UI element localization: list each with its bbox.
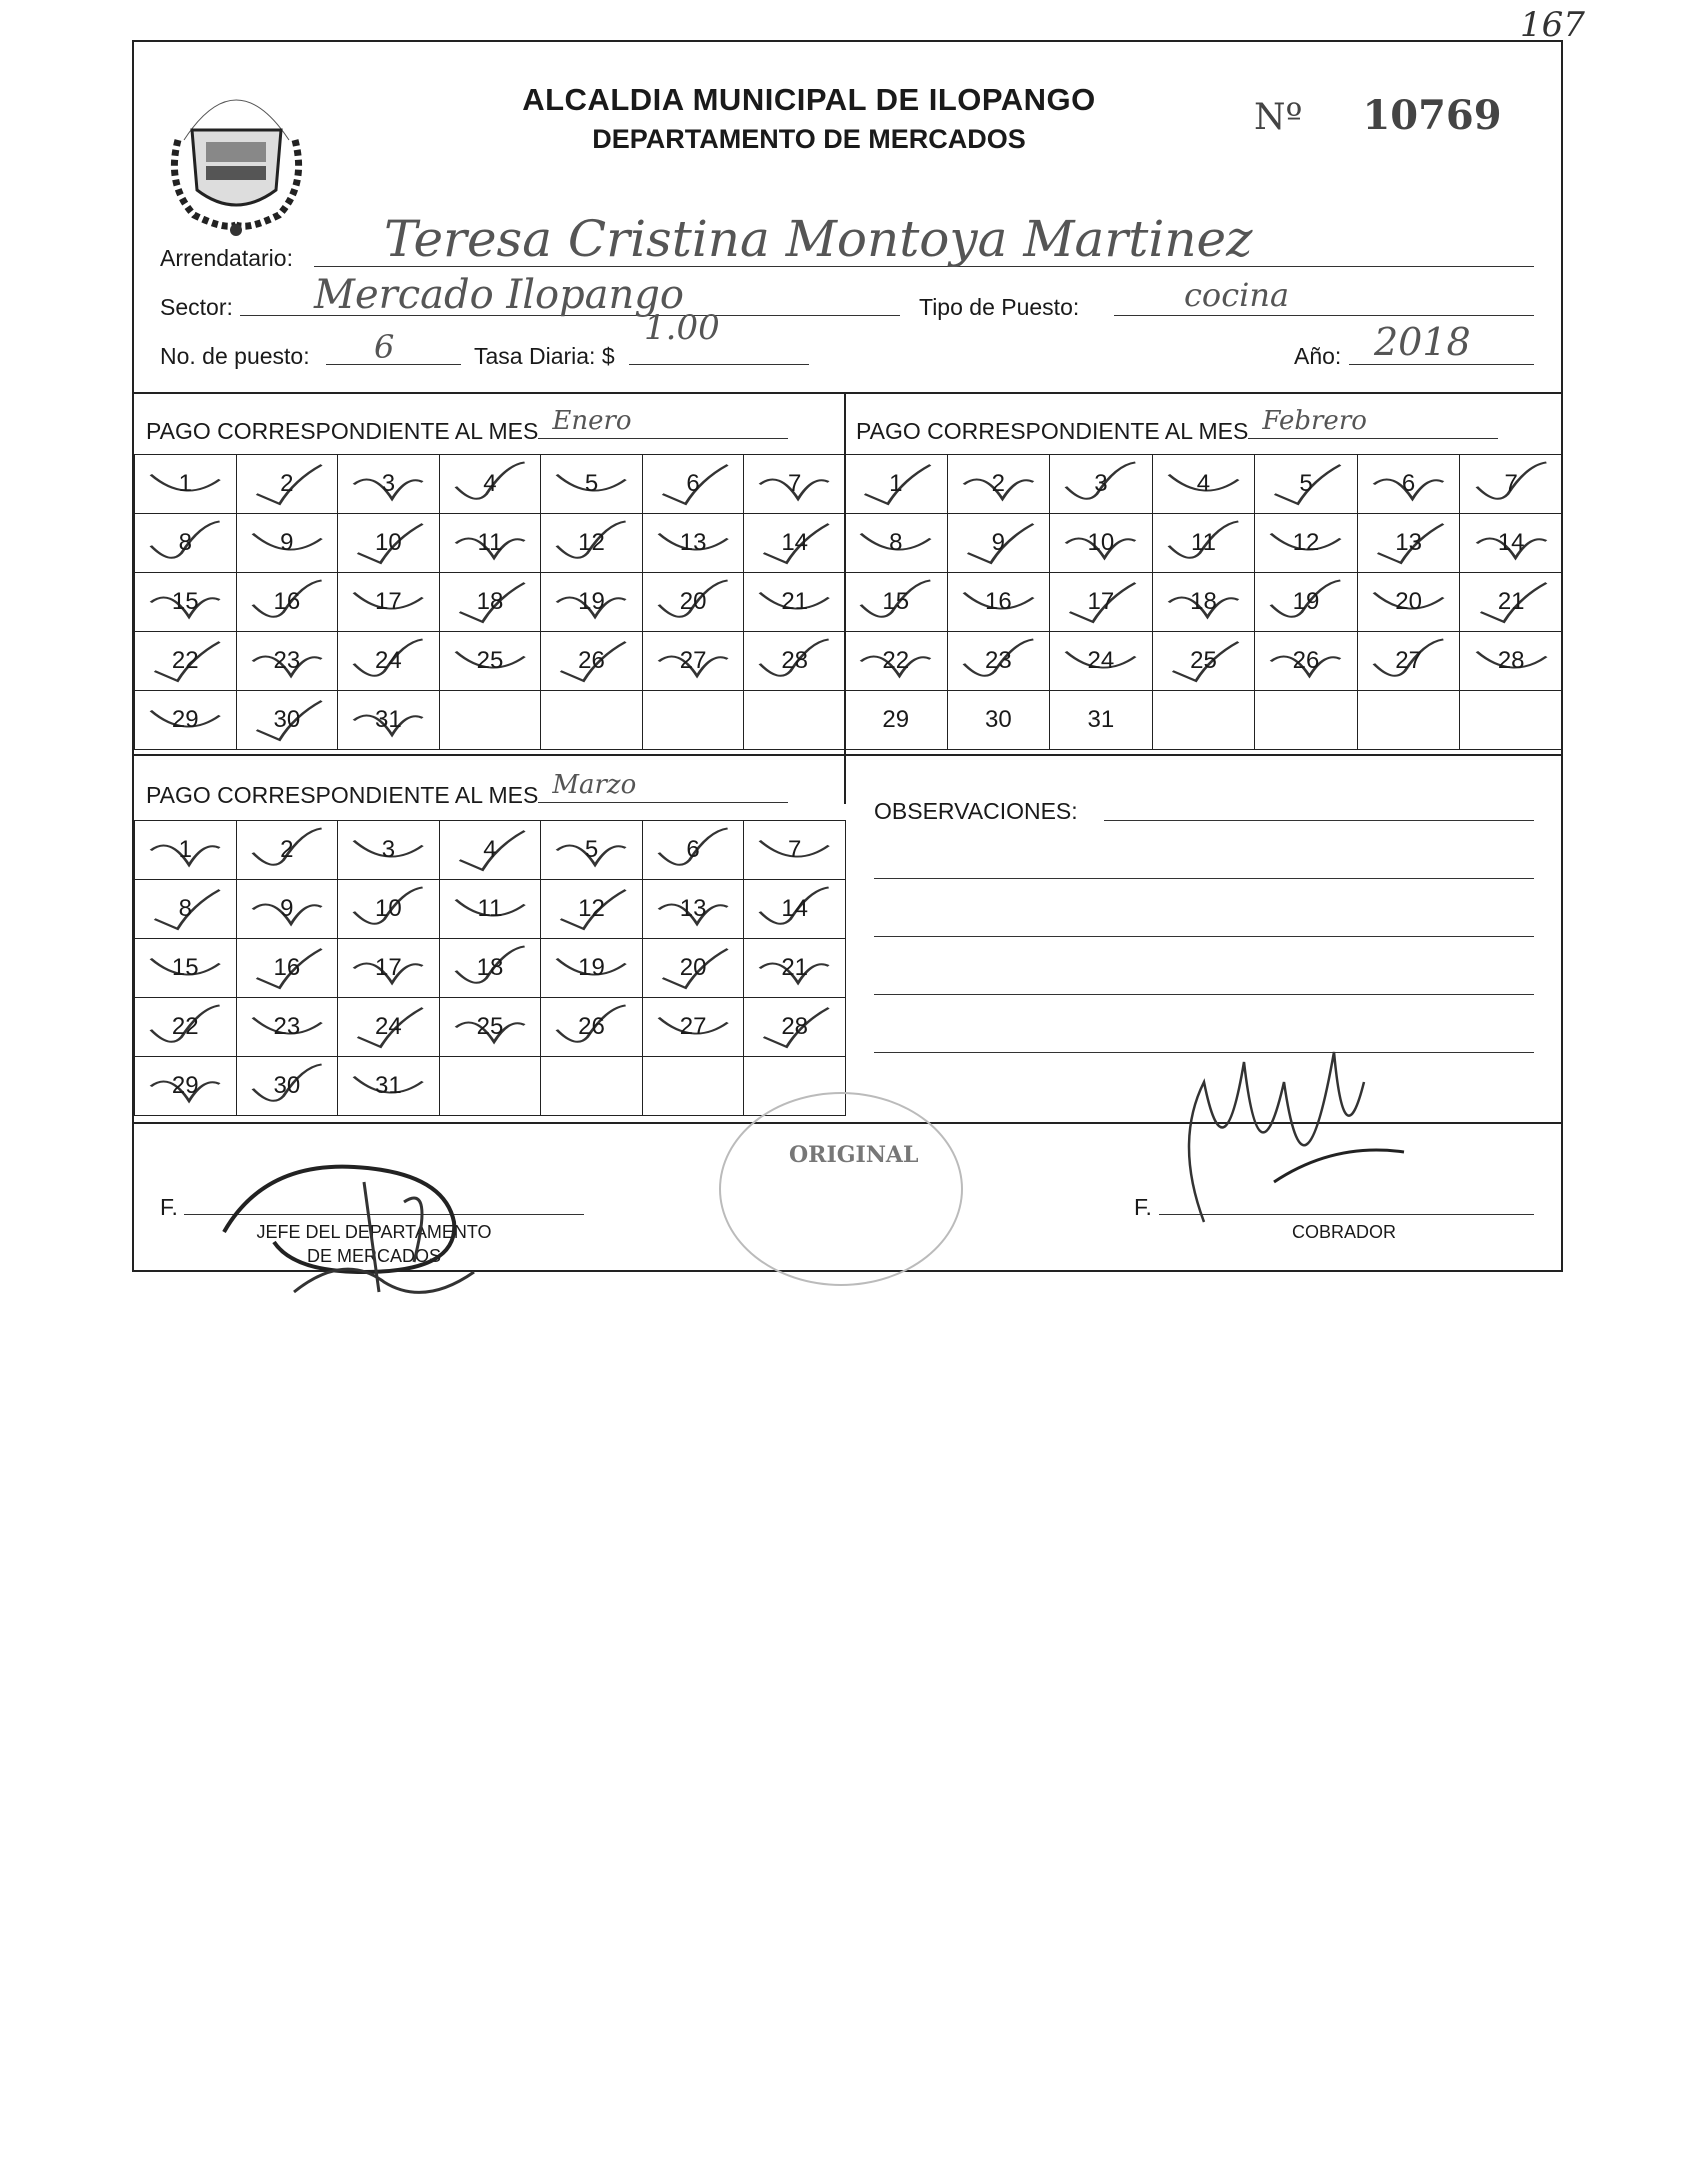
observaciones-line-2: [874, 878, 1534, 879]
day-number: 29: [171, 1072, 199, 1099]
day-cell: [338, 573, 440, 632]
receipt-form: [132, 40, 1563, 1272]
day-cell: [236, 998, 338, 1057]
day-cell: [744, 632, 846, 691]
day-cell: [642, 1057, 744, 1116]
day-cell: [1050, 455, 1153, 514]
day-cell: [1460, 573, 1563, 632]
day-cell: [135, 514, 237, 573]
month-name-enero: Enero: [552, 406, 632, 436]
day-number: 19: [578, 588, 605, 615]
days-row: [135, 691, 846, 750]
day-number: 22: [171, 647, 199, 674]
anio-label: Año:: [1294, 343, 1342, 369]
day-cell: [338, 939, 440, 998]
day-cell: [947, 573, 1050, 632]
month-name-marzo: Marzo: [552, 770, 637, 800]
day-number: 18: [476, 954, 504, 981]
days-row: [135, 455, 846, 514]
day-cell: [135, 821, 237, 880]
days-row: [845, 455, 1563, 514]
days-grid-enero: [134, 454, 846, 750]
day-cell: [439, 821, 541, 880]
day-cell: [439, 691, 541, 750]
day-cell: [744, 691, 846, 750]
day-number: 2: [280, 470, 294, 497]
day-cell: [1460, 455, 1563, 514]
day-cell: [845, 691, 948, 750]
org-subtitle: DEPARTAMENTO DE MERCADOS: [592, 124, 1026, 154]
day-number: 13: [679, 895, 707, 922]
original-stamp-text: ORIGINAL: [789, 1142, 919, 1168]
day-number: 8: [889, 529, 903, 556]
day-cell: [744, 514, 846, 573]
day-cell: [845, 514, 948, 573]
day-cell: [744, 573, 846, 632]
day-number: 29: [171, 706, 199, 733]
day-number: 12: [578, 529, 605, 556]
day-number: 7: [1504, 470, 1518, 497]
day-number: 19: [1292, 588, 1320, 615]
day-cell: [541, 632, 643, 691]
day-number: 25: [476, 1013, 504, 1040]
day-number: 14: [781, 529, 809, 556]
day-cell: [338, 1057, 440, 1116]
day-cell: [541, 821, 643, 880]
day-number: 30: [984, 706, 1012, 733]
day-number: 4: [483, 836, 497, 863]
day-cell: [642, 691, 744, 750]
day-number: 17: [375, 588, 402, 615]
day-number: 21: [781, 954, 809, 981]
signature-left-caption-1: JEFE DEL DEPARTAMENTO: [256, 1222, 492, 1242]
month-label: PAGO CORRESPONDIENTE AL MES: [146, 782, 539, 808]
day-number: 15: [171, 954, 199, 981]
day-number: 16: [273, 954, 301, 981]
month-header-febrero: [856, 406, 1498, 445]
day-cell: [1357, 455, 1460, 514]
day-number: 19: [578, 954, 605, 981]
day-number: 8: [178, 895, 192, 922]
day-number: 27: [679, 647, 707, 674]
day-number: 31: [1087, 706, 1115, 733]
org-header: [414, 82, 1204, 155]
day-cell: [541, 573, 643, 632]
signature-right-caption: COBRADOR: [1291, 1222, 1396, 1242]
days-row: [845, 632, 1563, 691]
day-number: 7: [788, 470, 802, 497]
day-number: 22: [171, 1013, 199, 1040]
day-cell: [236, 455, 338, 514]
day-cell: [236, 632, 338, 691]
days-row: [135, 514, 846, 573]
folio-number: 10769: [1362, 92, 1502, 139]
day-number: 4: [483, 470, 497, 497]
day-number: 20: [679, 954, 707, 981]
day-cell: [135, 1057, 237, 1116]
day-cell: [135, 573, 237, 632]
day-cell: [1460, 691, 1563, 750]
day-cell: [1255, 455, 1358, 514]
day-cell: [1152, 691, 1255, 750]
day-number: 23: [273, 647, 301, 674]
day-cell: [1050, 573, 1153, 632]
day-number: 11: [477, 529, 503, 556]
day-number: 26: [578, 647, 605, 674]
day-number: 28: [781, 647, 809, 674]
day-number: 17: [375, 954, 402, 981]
day-cell: [439, 1057, 541, 1116]
day-number: 30: [273, 1072, 301, 1099]
day-cell: [338, 880, 440, 939]
sector-value: Mercado Ilopango: [314, 272, 684, 318]
day-cell: [744, 998, 846, 1057]
day-cell: [541, 998, 643, 1057]
day-number: 20: [679, 588, 707, 615]
day-number: 16: [984, 588, 1012, 615]
observaciones-line-4: [874, 994, 1534, 995]
day-number: 1: [889, 470, 903, 497]
days-row: [135, 1057, 846, 1116]
day-number: 27: [1395, 647, 1422, 674]
page-number: 167: [1520, 5, 1585, 45]
tipo-puesto-value: cocina: [1184, 276, 1290, 314]
day-number: 8: [178, 529, 192, 556]
day-cell: [541, 1057, 643, 1116]
day-number: 10: [1087, 529, 1115, 556]
day-cell: [135, 691, 237, 750]
day-number: 11: [1191, 529, 1216, 556]
day-cell: [338, 691, 440, 750]
day-cell: [845, 632, 948, 691]
day-cell: [1050, 514, 1153, 573]
day-number: 24: [1087, 647, 1115, 674]
day-number: 28: [781, 1013, 809, 1040]
days-row: [845, 514, 1563, 573]
day-cell: [236, 821, 338, 880]
day-number: 13: [679, 529, 707, 556]
day-number: 4: [1196, 470, 1211, 497]
days-row: [845, 573, 1563, 632]
month-header-marzo: [146, 770, 788, 809]
day-cell: [744, 939, 846, 998]
days-row: [135, 573, 846, 632]
day-number: 3: [1094, 470, 1108, 497]
tipo-puesto-label: Tipo de Puesto:: [919, 294, 1080, 320]
day-number: 5: [584, 836, 599, 863]
day-cell: [744, 821, 846, 880]
days-grid-febrero: [844, 454, 1563, 750]
tasa-diaria-line: [629, 364, 809, 365]
day-number: 13: [1395, 529, 1422, 556]
day-number: 5: [1299, 470, 1313, 497]
day-number: 7: [788, 836, 802, 863]
day-number: 26: [578, 1013, 605, 1040]
day-number: 1: [178, 470, 192, 497]
month-label: PAGO CORRESPONDIENTE AL MES: [856, 418, 1249, 444]
month-label: PAGO CORRESPONDIENTE AL MES: [146, 418, 539, 444]
day-cell: [439, 573, 541, 632]
days-row: [135, 821, 846, 880]
day-cell: [1357, 691, 1460, 750]
anio-value: 2018: [1374, 320, 1471, 364]
puesto-label: No. de puesto:: [160, 343, 310, 369]
day-cell: [439, 514, 541, 573]
day-number: 23: [273, 1013, 301, 1040]
folio: [1254, 92, 1502, 139]
day-number: 10: [375, 529, 402, 556]
day-number: 9: [991, 529, 1006, 556]
day-cell: [236, 939, 338, 998]
day-cell: [439, 880, 541, 939]
day-cell: [1255, 573, 1358, 632]
day-cell: [1357, 514, 1460, 573]
day-cell: [642, 939, 744, 998]
day-number: 2: [991, 470, 1006, 497]
day-number: 12: [1292, 529, 1320, 556]
day-number: 24: [375, 647, 402, 674]
day-cell: [947, 691, 1050, 750]
day-number: 15: [171, 588, 199, 615]
days-row: [135, 939, 846, 998]
day-cell: [642, 821, 744, 880]
day-number: 9: [280, 895, 294, 922]
day-cell: [1255, 514, 1358, 573]
day-number: 24: [375, 1013, 402, 1040]
arrendatario-label: Arrendatario:: [160, 245, 293, 271]
anio-line: [1349, 364, 1534, 365]
day-cell: [845, 455, 948, 514]
day-number: 10: [375, 895, 402, 922]
day-cell: [541, 880, 643, 939]
day-cell: [236, 573, 338, 632]
day-number: 16: [273, 588, 301, 615]
day-cell: [135, 998, 237, 1057]
signature-right-prefix: F.: [1134, 1194, 1152, 1220]
divider-mid: [134, 754, 1561, 756]
day-number: 12: [578, 895, 605, 922]
day-number: 31: [375, 706, 402, 733]
day-cell: [845, 573, 948, 632]
day-cell: [135, 939, 237, 998]
day-number: 9: [280, 529, 294, 556]
tipo-puesto-line: [1114, 315, 1534, 316]
observaciones-label: OBSERVACIONES:: [874, 798, 1078, 824]
day-number: 3: [381, 470, 396, 497]
sector-label: Sector:: [160, 294, 233, 320]
day-number: 18: [1190, 588, 1217, 615]
day-number: 15: [882, 588, 910, 615]
day-cell: [439, 455, 541, 514]
days-row: [135, 880, 846, 939]
day-number: 29: [882, 706, 910, 733]
day-cell: [236, 1057, 338, 1116]
day-number: 22: [882, 647, 910, 674]
day-cell: [1152, 514, 1255, 573]
observaciones-line-1: [1104, 820, 1534, 821]
day-number: 27: [679, 1013, 707, 1040]
day-cell: [135, 455, 237, 514]
signature-left-prefix: F.: [160, 1194, 178, 1220]
day-number: 26: [1292, 647, 1320, 674]
day-number: 11: [477, 895, 503, 922]
day-cell: [947, 632, 1050, 691]
day-number: 17: [1087, 588, 1115, 615]
folio-label: Nº: [1254, 97, 1303, 138]
day-cell: [236, 880, 338, 939]
day-number: 23: [984, 647, 1012, 674]
day-cell: [236, 691, 338, 750]
day-cell: [338, 455, 440, 514]
day-cell: [439, 632, 541, 691]
municipal-seal-icon: [164, 70, 309, 240]
day-cell: [135, 632, 237, 691]
day-cell: [642, 573, 744, 632]
day-cell: [744, 455, 846, 514]
day-number: 14: [781, 895, 809, 922]
month-name-febrero: Febrero: [1262, 406, 1367, 436]
day-cell: [338, 998, 440, 1057]
day-cell: [338, 514, 440, 573]
tasa-diaria-label: Tasa Diaria: $: [474, 343, 615, 369]
day-number: 3: [381, 836, 396, 863]
day-cell: [642, 998, 744, 1057]
day-cell: [1050, 691, 1153, 750]
day-cell: [1152, 573, 1255, 632]
days-grid-marzo: [134, 820, 846, 1116]
day-number: 14: [1497, 529, 1525, 556]
day-cell: [1255, 632, 1358, 691]
day-cell: [1050, 632, 1153, 691]
day-number: 21: [1497, 588, 1525, 615]
month-header-enero: [146, 406, 788, 445]
day-cell: [744, 880, 846, 939]
day-cell: [642, 880, 744, 939]
day-cell: [135, 880, 237, 939]
days-row: [135, 998, 846, 1057]
day-cell: [1460, 514, 1563, 573]
day-number: 25: [1190, 647, 1217, 674]
day-number: 6: [686, 470, 700, 497]
day-number: 28: [1497, 647, 1525, 674]
day-number: 30: [273, 706, 301, 733]
day-cell: [1357, 573, 1460, 632]
days-row: [135, 632, 846, 691]
day-number: 20: [1395, 588, 1422, 615]
day-number: 6: [1401, 470, 1416, 497]
day-number: 5: [584, 470, 599, 497]
day-number: 18: [476, 588, 504, 615]
org-title: ALCALDIA MUNICIPAL DE ILOPANGO: [522, 82, 1096, 117]
day-cell: [1357, 632, 1460, 691]
original-stamp: [719, 1092, 963, 1286]
day-cell: [642, 632, 744, 691]
days-row: [845, 691, 1563, 750]
observaciones-line-3: [874, 936, 1534, 937]
tasa-diaria-value: 1.00: [644, 308, 720, 348]
day-cell: [541, 514, 643, 573]
day-cell: [1460, 632, 1563, 691]
day-number: 1: [178, 836, 192, 863]
day-number: 21: [781, 588, 809, 615]
puesto-value: 6: [374, 328, 395, 366]
day-cell: [642, 514, 744, 573]
day-cell: [947, 514, 1050, 573]
day-cell: [1152, 632, 1255, 691]
day-cell: [439, 939, 541, 998]
arrendatario-value: Teresa Cristina Montoya Martinez: [384, 210, 1253, 268]
day-cell: [642, 455, 744, 514]
day-cell: [439, 998, 541, 1057]
divider-top: [134, 392, 1561, 394]
jefe-signature: [204, 1122, 534, 1312]
day-number: 25: [476, 647, 504, 674]
day-cell: [338, 821, 440, 880]
signature-left-caption-2: DE MERCADOS: [306, 1246, 441, 1266]
day-cell: [541, 455, 643, 514]
day-cell: [338, 632, 440, 691]
day-number: 6: [686, 836, 700, 863]
day-number: 2: [280, 836, 294, 863]
day-cell: [947, 455, 1050, 514]
day-cell: [1255, 691, 1358, 750]
day-cell: [1152, 455, 1255, 514]
day-cell: [541, 691, 643, 750]
day-cell: [541, 939, 643, 998]
day-cell: [236, 514, 338, 573]
day-number: 31: [375, 1072, 402, 1099]
cobrador-signature: [1164, 1022, 1444, 1252]
